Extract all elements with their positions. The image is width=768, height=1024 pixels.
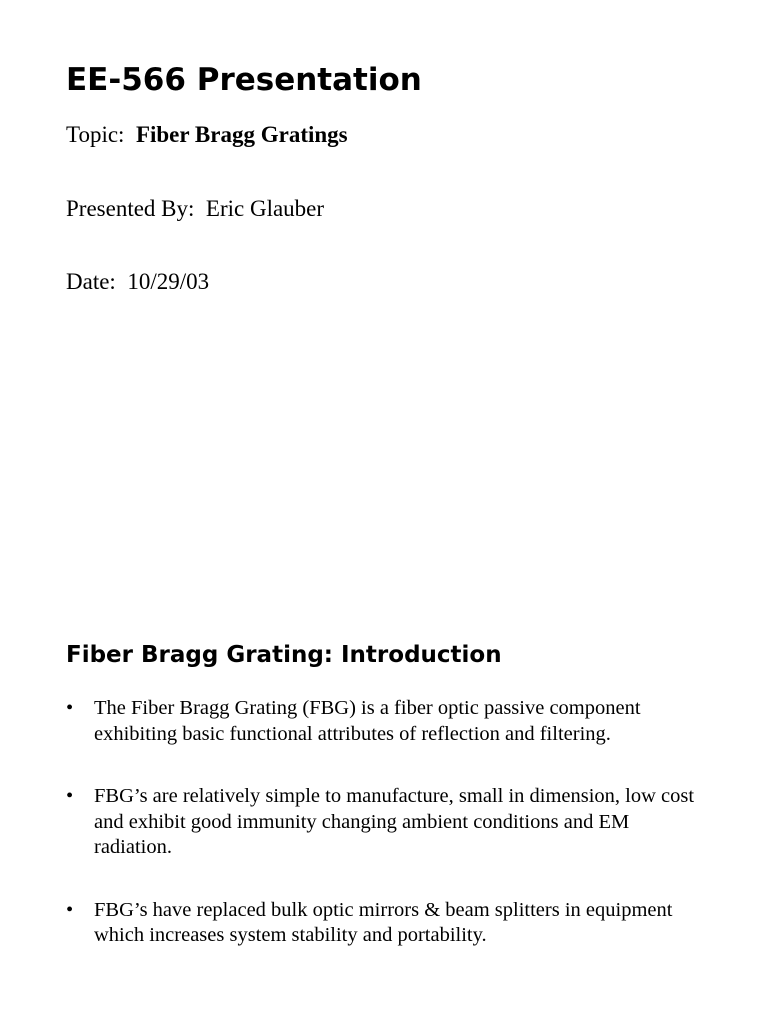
topic-line [66, 120, 348, 150]
presenter-value: Eric Glauber [205, 196, 325, 221]
bullet-list [66, 696, 706, 986]
date-line [66, 267, 209, 297]
bullet-item [66, 784, 706, 861]
bullet-dot: • [66, 785, 74, 807]
bullet-dot: • [66, 898, 74, 921]
date-value: 10/29/03 [127, 269, 210, 294]
bullet-text: FBG’s are relatively simple to manufacture, small in dimension, low cost and exhibit good immunity changing ambient conditions and EM radiation. [94, 785, 695, 858]
date-label: Date: [66, 269, 116, 294]
topic-value: Fiber Bragg Gratings [135, 122, 348, 147]
bullet-item [66, 696, 706, 747]
bullet-text: The Fiber Bragg Grating (FBG) is a fiber optic passive component exhibiting basic functional attributes of reflection and filtering. [94, 697, 641, 745]
section-title: Fiber Bragg Grating: Introduction [66, 642, 502, 668]
presentation-title: EE-566 Presentation [66, 62, 422, 98]
bullet-text: FBG’s have replaced bulk optic mirrors & beam splitters in equipment which increases system stability and portability. [94, 898, 673, 946]
bullet-item [66, 898, 706, 949]
presenter-label: Presented By: [66, 196, 195, 221]
presenter-line [66, 194, 324, 224]
bullet-dot: • [66, 697, 74, 719]
topic-label: Topic: [66, 122, 125, 147]
